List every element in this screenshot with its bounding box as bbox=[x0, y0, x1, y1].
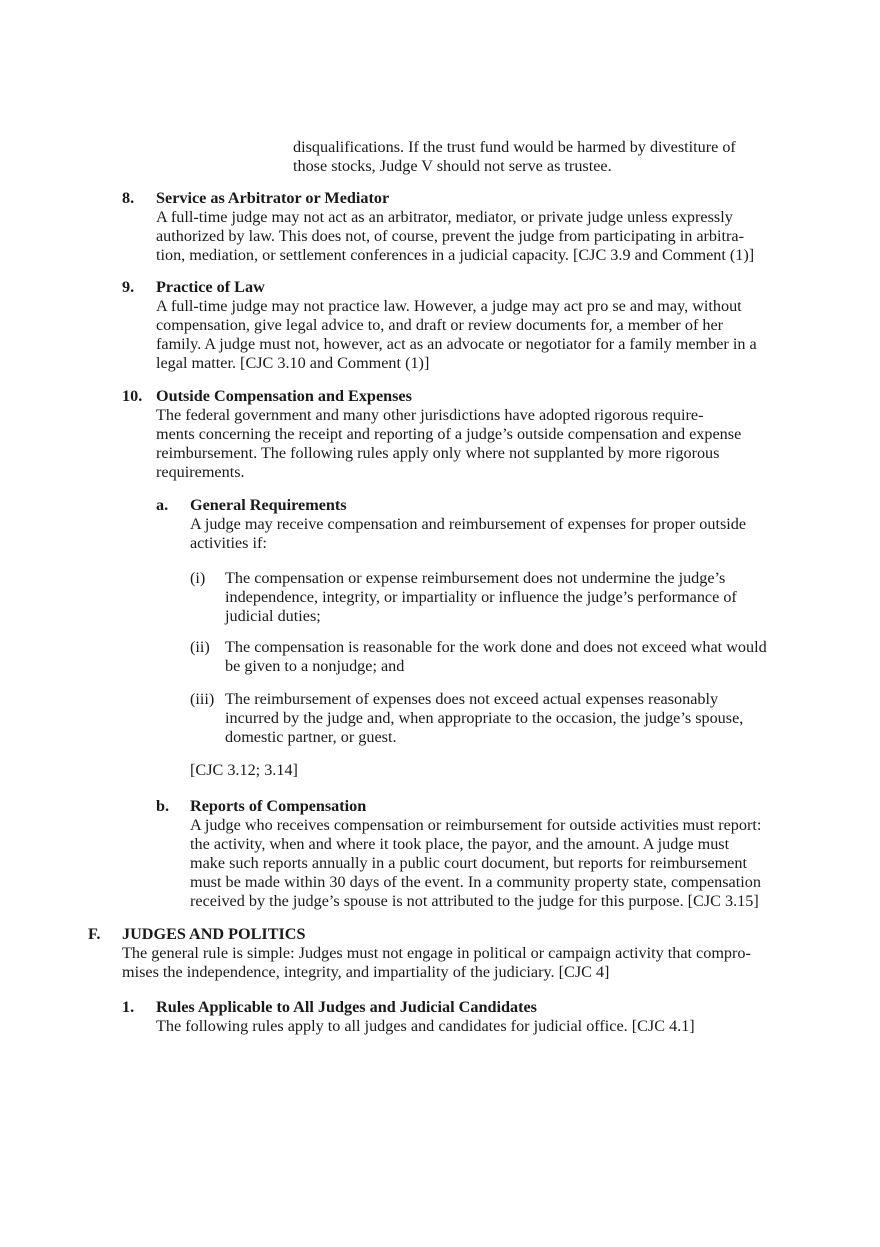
citation bbox=[190, 761, 298, 780]
text-line: the activity, when and where it took place, the payor, and the amount. A judge must bbox=[190, 835, 730, 853]
citation-text: [CJC 3.12; 3.14] bbox=[190, 761, 298, 779]
text-line: make such reports annually in a public court document, but reports for reimbursement bbox=[190, 854, 747, 872]
subsection-letter: b. bbox=[156, 797, 170, 815]
section-heading: Rules Applicable to All Judges and Judicial Candidates bbox=[156, 998, 537, 1016]
section-number: 8. bbox=[122, 189, 135, 207]
list-item bbox=[225, 690, 743, 747]
section-heading: Practice of Law bbox=[156, 278, 265, 296]
text-line: requirements. bbox=[156, 463, 245, 481]
list-item bbox=[225, 638, 767, 676]
text-line: compensation, give legal advice to, and draft or review documents for, a member of her bbox=[156, 316, 724, 334]
section-heading: JUDGES AND POLITICS bbox=[122, 925, 306, 943]
text-line: A full-time judge may not practice law. However, a judge may act pro se and may, without bbox=[156, 297, 742, 315]
text-line: incurred by the judge and, when appropriate to the occasion, the judge’s spouse, bbox=[225, 709, 744, 727]
list-marker: (ii) bbox=[190, 638, 210, 656]
subsection-10a bbox=[190, 496, 746, 553]
section-heading: Outside Compensation and Expenses bbox=[156, 387, 412, 405]
list-marker: (iii) bbox=[190, 690, 215, 708]
text-line: A full-time judge may not act as an arbitrator, mediator, or private judge unless expressly bbox=[156, 208, 733, 226]
section-F bbox=[122, 925, 751, 982]
text-line: The compensation or expense reimbursement does not undermine the judge’s bbox=[225, 569, 726, 587]
section-heading: Service as Arbitrator or Mediator bbox=[156, 189, 390, 207]
section-10 bbox=[156, 387, 741, 482]
text-line: family. A judge must not, however, act as an advocate or negotiator for a family member in a bbox=[156, 335, 757, 353]
text-line: A judge who receives compensation or reimbursement for outside activities must report: bbox=[190, 816, 762, 834]
section-number: 1. bbox=[122, 998, 135, 1016]
text-line: The federal government and many other jurisdictions have adopted rigorous require- bbox=[156, 406, 704, 424]
text-line: The reimbursement of expenses does not exceed actual expenses reasonably bbox=[225, 690, 719, 708]
section-letter: F. bbox=[88, 925, 101, 943]
text-line: those stocks, Judge V should not serve as trustee. bbox=[293, 157, 612, 175]
section-number: 10. bbox=[122, 387, 143, 405]
text-line: domestic partner, or guest. bbox=[225, 728, 397, 746]
text-line: received by the judge’s spouse is not attributed to the judge for this purpose. [CJC 3.15] bbox=[190, 892, 759, 910]
text-line: disqualifications. If the trust fund would be harmed by divestiture of bbox=[293, 138, 736, 156]
section-F1 bbox=[156, 998, 695, 1036]
subsection-letter: a. bbox=[156, 496, 169, 514]
section-9 bbox=[156, 278, 757, 373]
text-line: be given to a nonjudge; and bbox=[225, 657, 405, 675]
section-8 bbox=[156, 189, 754, 265]
list-item bbox=[225, 569, 737, 626]
text-line: must be made within 30 days of the event. In a community property state, compensation bbox=[190, 873, 761, 891]
text-line: The following rules apply to all judges and candidates for judicial office. [CJC 4.1] bbox=[156, 1017, 695, 1035]
text-line: legal matter. [CJC 3.10 and Comment (1)] bbox=[156, 354, 430, 372]
continuation-paragraph bbox=[293, 138, 736, 176]
text-line: The compensation is reasonable for the work done and does not exceed what would bbox=[225, 638, 767, 656]
text-line: ments concerning the receipt and reporting of a judge’s outside compensation and expense bbox=[156, 425, 742, 443]
text-line: activities if: bbox=[190, 534, 267, 552]
text-line: A judge may receive compensation and reimbursement of expenses for proper outside bbox=[190, 515, 747, 533]
text-line: mises the independence, integrity, and impartiality of the judiciary. [CJC 4] bbox=[122, 963, 610, 981]
subsection-10b bbox=[190, 797, 761, 911]
text-line: authorized by law. This does not, of course, prevent the judge from participating in arbitra- bbox=[156, 227, 744, 245]
subsection-heading: Reports of Compensation bbox=[190, 797, 367, 815]
section-number: 9. bbox=[122, 278, 135, 296]
text-line: judicial duties; bbox=[225, 607, 321, 625]
text-line: The general rule is simple: Judges must not engage in political or campaign activity that compro- bbox=[122, 944, 751, 962]
text-line: tion, mediation, or settlement conferences in a judicial capacity. [CJC 3.9 and Comment (1)] bbox=[156, 246, 755, 264]
text-line: reimbursement. The following rules apply only where not supplanted by more rigorous bbox=[156, 444, 720, 462]
list-marker: (i) bbox=[190, 569, 206, 587]
subsection-heading: General Requirements bbox=[190, 496, 347, 514]
text-line: independence, integrity, or impartiality or influence the judge’s performance of bbox=[225, 588, 737, 606]
